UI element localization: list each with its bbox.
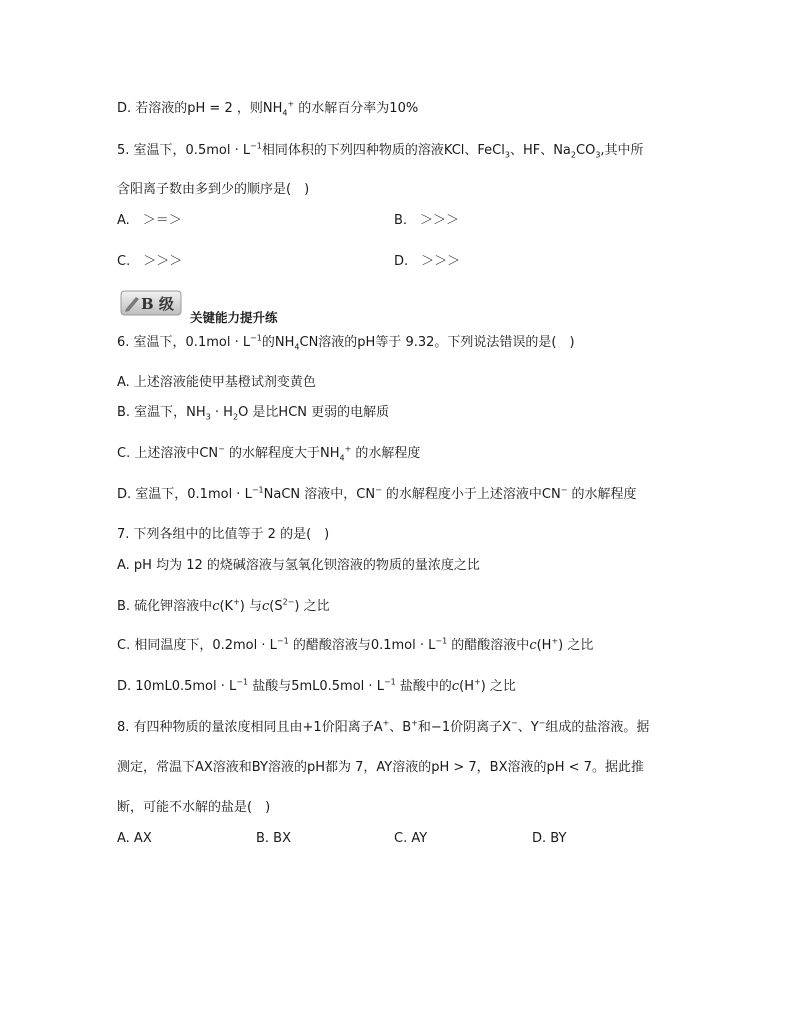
q7-option-b: B. 硫化钾溶液中c(K+) 与$c(S^{2-})$ 之比 (117, 597, 330, 614)
q6-option-c: C. 上述溶液中CN− 的水解程度大于$NH_4^+$ 的水解程度 (117, 444, 421, 463)
q7-option-c: C. 相同温度下，$0.2mol \cdot L^{-1}$ 的醋酸溶液与$0.1mol \cdot L^{-1}$ 的醋酸溶液中c(H+) 之比 (117, 636, 594, 653)
q5-stem-line1: 5. 室温下，$0.5mol \cdot L^{-1}$相同体积的下列四种物质的溶液KCl、FeCl$_3$、HF、$Na_2CO_3$,其中所 (117, 141, 644, 160)
q8-option-a: A. AX (117, 831, 152, 846)
level-b-badge (119, 289, 183, 317)
q7-stem: 7. 下列各组中的比值等于 2 的是( ) (117, 527, 330, 542)
q5-option-a: A. ＞＝＞ (117, 213, 182, 228)
q8-option-b: B. BX (256, 831, 292, 846)
q8-option-c: C. AY (394, 831, 428, 846)
level-b-label: B 级 (141, 295, 174, 313)
q6-option-d: D. 室温下，$0.1mol \cdot L^{-1}NaCN$ 溶液中，CN− 的水解程度小于上述溶液中CN− 的水解程度 (117, 485, 637, 502)
q5-option-c: C. ＞＞＞ (117, 254, 183, 269)
q6-option-a: A. 上述溶液能使甲基橙试剂变黄色 (117, 375, 316, 390)
q7-option-a: A. pH 均为 12 的烧碱溶液与氢氧化钡溶液的物质的量浓度之比 (117, 558, 480, 573)
q5-option-b: B. ＞＞＞ (394, 213, 460, 228)
q8-stem-line2: 测定，常温下AX溶液和BY溶液的pH都为 7，AY溶液的pH > 7，BX溶液的pH < 7。据此推 (117, 760, 644, 775)
q7-option-d: D. $10mL0.5mol \cdot L^{-1}$ 盐酸与$5mL0.5mol \cdot L^{-1}$ 盐酸中的c(H+) 之比 (117, 677, 516, 694)
q5-option-d: D. ＞＞＞ (394, 254, 461, 269)
q8-stem-line3: 断，可能不水解的盐是( ) (117, 800, 271, 815)
q6-option-b: B. 室温下，$NH_3 \cdot H_2O$ 是比HCN 更弱的电解质 (117, 405, 390, 422)
q5-stem-line2: 含阳离子数由多到少的顺序是( ) (117, 182, 310, 197)
q6-stem: 6. 室温下，$0.1mol \cdot L^{-1}$的$NH_4CN$溶液的pH等于 9.32。下列说法错误的是( ) (117, 333, 575, 352)
section-title: 关键能力提升练 (190, 310, 278, 325)
q8-option-d: D. BY (532, 831, 567, 846)
q4-option-d: D. 若溶液的pH = 2 ，则$NH_4^+$ 的水解百分率为10% (117, 99, 419, 118)
q8-stem-line1: 8. 有四种物质的量浓度相同且由+1价阳离子A+、B+和−1价阴离子X−、Y−组成的盐溶液。据 (117, 718, 650, 735)
